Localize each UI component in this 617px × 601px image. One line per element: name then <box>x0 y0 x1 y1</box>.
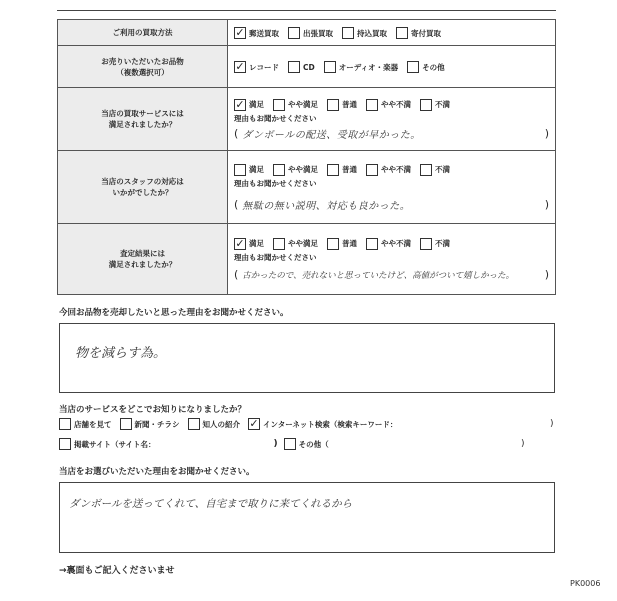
checkbox-service-dissatisfied[interactable] <box>420 99 432 111</box>
checkbox-service-somewhat-satisfied[interactable] <box>273 99 285 111</box>
option-store-purchase[interactable]: 持込買取 <box>342 27 387 39</box>
option-other-source[interactable]: その他（ <box>284 438 329 450</box>
form-code: PK0006 <box>570 579 601 588</box>
option-newspaper-flyer[interactable]: 新聞・チラシ <box>120 418 180 430</box>
option-appraisal-satisfied[interactable]: ✓ 満足 <box>235 236 264 250</box>
checkbox-visit-purchase[interactable] <box>288 27 300 39</box>
staff-reason-field[interactable]: ( 無駄の無い説明、対応も良かった。 ) <box>234 198 549 212</box>
row-appraisal-satisfaction <box>58 224 556 295</box>
checkbox-listing-site[interactable] <box>59 438 71 450</box>
choose-reason-answer-text: ダンボールを送ってくれて、自宅まで取りに来てくれるから <box>69 498 353 510</box>
checkbox-newspaper-flyer[interactable] <box>120 418 132 430</box>
option-saw-store[interactable]: 店舗を見て <box>59 418 112 430</box>
checkbox-internet-search[interactable]: ✓ <box>249 417 259 430</box>
checkbox-appraisal-satisfied[interactable]: ✓ <box>235 236 245 250</box>
option-donation-purchase[interactable]: 寄付買取 <box>396 27 441 39</box>
staff-satisfaction-options <box>234 162 549 178</box>
question-items-sold: お売りいただいたお品物 （複数選択可） <box>58 46 228 88</box>
checkbox-staff-satisfied[interactable] <box>234 164 246 176</box>
purchase-method-options <box>234 25 549 41</box>
option-internet-search[interactable]: ✓ インターネット検索（検索キーワード： <box>249 417 398 430</box>
option-referral[interactable]: 知人の紹介 <box>188 418 241 430</box>
option-staff-satisfied[interactable]: 満足 <box>234 164 264 176</box>
checkbox-service-somewhat-dissatisfied[interactable] <box>366 99 378 111</box>
option-service-satisfied[interactable]: ✓ 満足 <box>235 97 264 111</box>
appraisal-satisfaction-options <box>234 236 549 252</box>
checkbox-service-satisfied[interactable]: ✓ <box>235 97 245 111</box>
appraisal-reason-field[interactable]: ( 古かったので、売れないと思っていたけど、高値がついて嬉しかった。 ) <box>234 268 549 281</box>
row-service-satisfaction <box>58 88 556 151</box>
option-service-neutral[interactable]: 普通 <box>327 99 357 111</box>
option-service-dissatisfied[interactable]: 不満 <box>420 99 450 111</box>
option-staff-dissatisfied[interactable]: 不満 <box>420 164 450 176</box>
option-audio-instrument[interactable]: オーディオ・楽器 <box>324 61 398 73</box>
question-appraisal-satisfaction: 査定結果には 満足されましたか？ <box>58 224 228 295</box>
checkbox-saw-store[interactable] <box>59 418 71 430</box>
option-other-item[interactable]: その他 <box>407 61 445 73</box>
checkbox-staff-dissatisfied[interactable] <box>420 164 432 176</box>
checkbox-staff-neutral[interactable] <box>327 164 339 176</box>
service-reason-text: ダンボールの配送、受取が早かった。 <box>242 130 421 141</box>
sell-reason-answer-text: 物を減らす為。 <box>75 346 167 361</box>
checkbox-appraisal-somewhat-dissatisfied[interactable] <box>366 238 378 250</box>
top-rule <box>57 10 556 11</box>
checkbox-appraisal-somewhat-satisfied[interactable] <box>273 238 285 250</box>
checkbox-service-neutral[interactable] <box>327 99 339 111</box>
option-appraisal-neutral[interactable]: 普通 <box>327 238 357 250</box>
row-purchase-method <box>58 20 556 46</box>
option-service-somewhat-satisfied[interactable]: やや満足 <box>273 99 318 111</box>
sell-reason-question: 今回お品物を売却したいと思った理由をお聞かせください。 <box>59 308 289 318</box>
option-cd[interactable]: CD <box>288 61 315 73</box>
checkbox-cd[interactable] <box>288 61 300 73</box>
service-reason-field[interactable]: ( ダンボールの配送、受取が早かった。 ) <box>234 127 549 141</box>
option-staff-somewhat-satisfied[interactable]: やや満足 <box>273 164 318 176</box>
appraisal-reason-label: 理由もお聞かせください <box>234 252 317 262</box>
option-record[interactable]: ✓ レコード <box>235 60 279 73</box>
option-listing-site[interactable]: 掲載サイト（サイト名： <box>59 438 155 450</box>
option-visit-purchase[interactable]: 出張買取 <box>288 27 333 39</box>
choose-reason-answer-box[interactable] <box>59 482 555 553</box>
source-options-row1 <box>59 418 405 430</box>
question-staff-satisfaction: 当店のスタッフの対応は いかがでしたか？ <box>58 151 228 224</box>
checkbox-store-purchase[interactable] <box>342 27 354 39</box>
service-reason-label: 理由もお聞かせください <box>234 113 317 123</box>
source-question: 当店のサービスをどこでお知りになりましたか？ <box>59 405 247 415</box>
option-appraisal-dissatisfied[interactable]: 不満 <box>420 238 450 250</box>
source-options-row2: 掲載サイト（サイト名： ) その他（ <box>59 438 337 450</box>
choose-reason-question: 当店をお選びいただいた理由をお聞かせください。 <box>59 467 255 477</box>
option-service-somewhat-dissatisfied[interactable]: やや不満 <box>366 99 411 111</box>
checkbox-mail-purchase[interactable]: ✓ <box>235 26 245 39</box>
checkbox-staff-somewhat-dissatisfied[interactable] <box>366 164 378 176</box>
row-staff-satisfaction <box>58 151 556 224</box>
service-satisfaction-options <box>234 97 549 113</box>
checkbox-record[interactable]: ✓ <box>235 60 245 73</box>
option-staff-somewhat-dissatisfied[interactable]: やや不満 <box>366 164 411 176</box>
checkbox-other-source[interactable] <box>284 438 296 450</box>
checkbox-referral[interactable] <box>188 418 200 430</box>
option-mail-purchase[interactable]: ✓ 郵送買取 <box>235 26 279 39</box>
question-service-satisfaction: 当店の買取サービスには 満足されましたか？ <box>58 88 228 151</box>
question-purchase-method: ご利用の買取方法 <box>58 20 228 46</box>
items-sold-options <box>234 59 549 75</box>
staff-reason-text: 無駄の無い説明、対応も良かった。 <box>242 201 411 212</box>
staff-reason-label: 理由もお聞かせください <box>234 178 317 188</box>
survey-table <box>57 19 556 295</box>
option-appraisal-somewhat-dissatisfied[interactable]: やや不満 <box>366 238 411 250</box>
checkbox-audio-instrument[interactable] <box>324 61 336 73</box>
checkbox-staff-somewhat-satisfied[interactable] <box>273 164 285 176</box>
back-side-note: →裏面もご記入くださいませ <box>59 566 175 576</box>
checkbox-other-item[interactable] <box>407 61 419 73</box>
checkbox-appraisal-neutral[interactable] <box>327 238 339 250</box>
appraisal-reason-text: 古かったので、売れないと思っていたけど、高値がついて嬉しかった。 <box>242 270 515 281</box>
option-staff-neutral[interactable]: 普通 <box>327 164 357 176</box>
row-items-sold <box>58 46 556 88</box>
option-appraisal-somewhat-satisfied[interactable]: やや満足 <box>273 238 318 250</box>
checkbox-appraisal-dissatisfied[interactable] <box>420 238 432 250</box>
checkbox-donation-purchase[interactable] <box>396 27 408 39</box>
